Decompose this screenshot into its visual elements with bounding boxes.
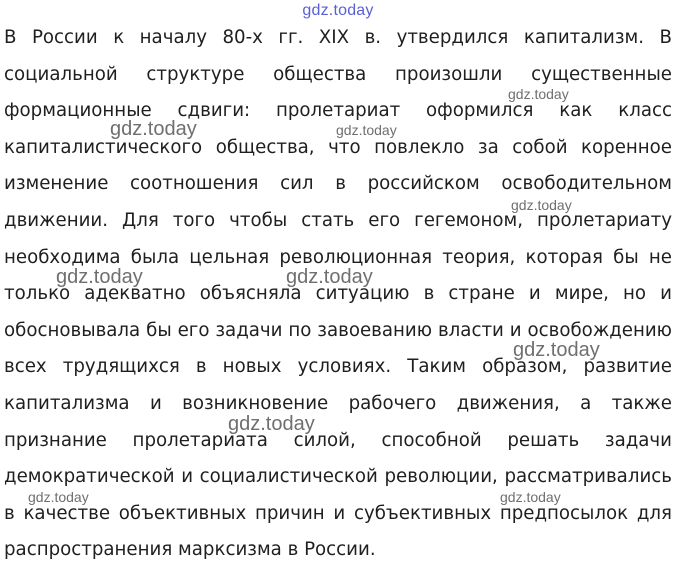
- watermark: gdz.today: [28, 489, 89, 505]
- watermark: gdz.today: [508, 86, 569, 102]
- text-line: демократической и социалистической революции, рассматривались: [4, 466, 672, 488]
- text-line: всех трудящихся в новых условиях. Таким образом, развитие: [4, 356, 672, 378]
- header-watermark: gdz.today: [302, 2, 374, 19]
- watermark: gdz.today: [513, 339, 600, 361]
- text-line-last: распространения марксизма в России.: [4, 539, 376, 561]
- text-line: признание пролетариата силой, способной решать задачи: [4, 429, 672, 451]
- watermark: gdz.today: [228, 413, 315, 435]
- watermark: gdz.today: [500, 489, 561, 505]
- text-line: капитализма и возникновение рабочего движения, а также: [4, 392, 672, 414]
- text-line: изменение соотношения сил в российском освободительном: [4, 173, 672, 195]
- text-line: необходима была цельная революционная теория, которая бы не: [4, 246, 672, 268]
- text-line: движении. Для того чтобы стать его гегемоном, пролетариату: [4, 209, 672, 231]
- text-line: обосновывала бы его задачи по завоеванию власти и освобождению: [4, 319, 672, 341]
- text-line: в качестве объективных причин и субъективных предпосылок для: [4, 502, 672, 524]
- text-line: формационные сдвиги: пролетариат оформился как класс: [4, 100, 672, 122]
- text-line: В России к началу 80-х гг. XIX в. утвердился капитализм. В: [4, 27, 672, 48]
- watermark: gdz.today: [56, 266, 143, 288]
- text-line: капиталистического общества, что повлекло за собой коренное: [4, 136, 672, 158]
- watermark: gdz.today: [110, 118, 197, 140]
- watermark: gdz.today: [336, 122, 397, 138]
- text-line: социальной структуре общества произошли существенные: [4, 63, 672, 85]
- text-line: только адекватно объясняла ситуацию в стране и мире, но и: [4, 283, 672, 305]
- watermark: gdz.today: [286, 266, 373, 288]
- watermark: gdz.today: [511, 197, 572, 213]
- body-text: [4, 20, 676, 564]
